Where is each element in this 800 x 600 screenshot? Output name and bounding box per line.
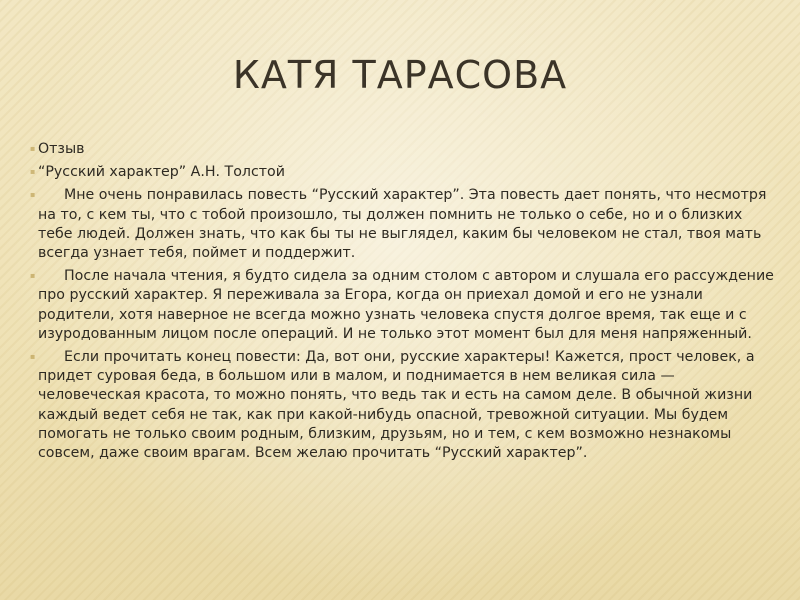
bullet-icon	[30, 145, 36, 151]
paragraph-text: Мне очень понравилась повесть “Русский характер”. Эта повесть дает понять, что несмотря на то, с кем ты, что с тобой произошло, ты должен помнить не только о себе, но и о близких тебе людей. Должен знать, что как бы ты не выглядел, каким бы человеком не стал, твоя мать всегда узнает тебя, поймет и поддержит.	[38, 187, 767, 262]
paragraph-book-title	[38, 163, 778, 182]
paragraph-conclusion	[38, 348, 778, 463]
slide-title: КАТЯ ТАРАСОВА	[232, 53, 568, 97]
paragraph-text: Если прочитать конец повести: Да, вот они, русские характеры! Кажется, прост человек, а придет суровая беда, в большом или в малом, и поднимается в нем великая сила — человеческая красота, то можно понять, что ведь так и есть на самом деле. В обычной жизни каждый ведет себя не так, как при какой-нибудь опасной, тревожной ситуации. Мы будем помогать не только своим родным, близким, друзьям, но и тем, с кем возможно незнакомы совсем, даже своим врагам. Всем желаю прочитать “Русский характер”.	[38, 349, 755, 462]
paragraph-text: Отзыв	[38, 141, 85, 157]
slide-body	[38, 140, 778, 467]
paragraph-text: После начала чтения, я будто сидела за одним столом с автором и слушала его рассуждение про русский характер. Я переживала за Егора, когда он приехал домой и его не узнали родители, хотя наверное не всегда можно узнать человека спустя долгое время, так еще и с изуродованным лицом после операций. И не только этот момент был для меня напряженный.	[38, 268, 774, 342]
paragraph-review-label	[38, 140, 778, 159]
paragraph-text: “Русский характер” А.Н. Толстой	[38, 164, 285, 181]
bullet-icon	[30, 168, 36, 174]
paragraph-impression	[38, 186, 778, 263]
bullet-icon	[30, 191, 36, 197]
paragraph-reading	[38, 267, 778, 344]
bullet-icon	[30, 272, 36, 278]
bullet-icon	[30, 353, 36, 359]
